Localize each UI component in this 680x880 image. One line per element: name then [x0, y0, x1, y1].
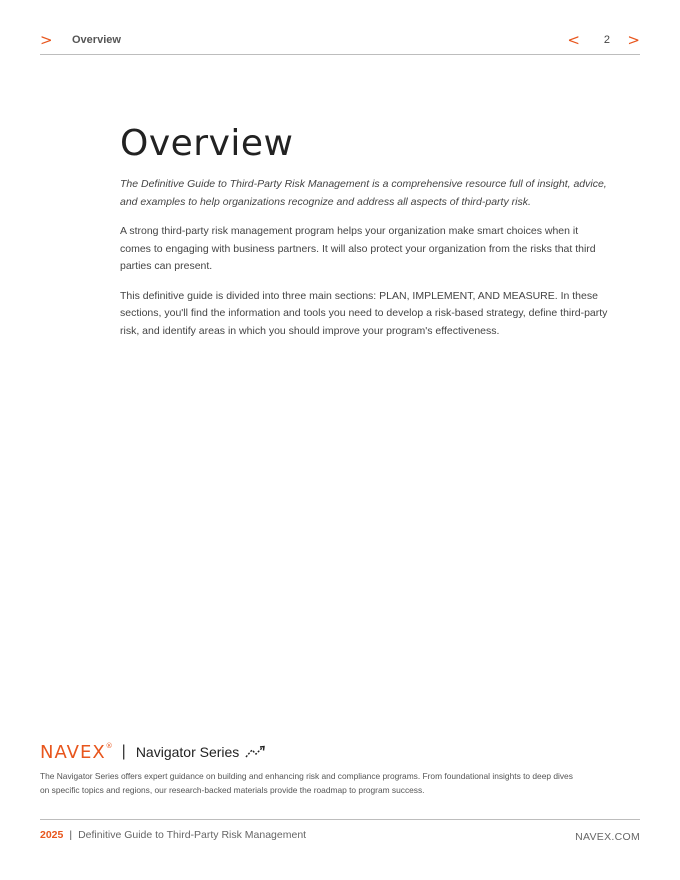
footer-document-info [40, 828, 306, 842]
section-label[interactable]: Overview [72, 34, 121, 46]
page-number: 2 [603, 34, 610, 46]
intro-paragraph: The Definitive Guide to Third-Party Risk Management is a comprehensive resource full of insight, advice, and examples to help organizations recognize and address all aspects of third-party risk. [120, 178, 607, 208]
series-description: The Navigator Series offers expert guidance on building and enhancing risk and compliance programs. From foundational insights to deep dives on specific topics and regions, our research-backed materials provide the roadmap to program success. [40, 771, 573, 795]
page-title: Overview [120, 123, 294, 164]
footer-separator: | [69, 829, 73, 841]
navex-logo: NAVEX® [40, 741, 114, 763]
series-name: Navigator Series [135, 744, 240, 760]
page-footer [40, 819, 640, 850]
footer-year: 2025 [40, 829, 64, 841]
navigator-series-brand [40, 740, 267, 764]
footer-document-title: Definitive Guide to Third-Party Risk Management [78, 829, 307, 841]
next-page-chevron-icon[interactable]: > [627, 31, 640, 49]
footer-website-link[interactable]: NAVEX.COM [575, 831, 640, 843]
navigator-route-icon [245, 745, 267, 759]
body-paragraph-1: A strong third-party risk management program helps your organization make smart choices when it comes to engaging with business partners. It will also protect your organization from the risks that third parties can present. [120, 225, 596, 272]
top-navigation-bar [40, 30, 640, 55]
body-paragraph-2: This definitive guide is divided into three main sections: PLAN, IMPLEMENT, AND MEASURE. In these sections, you'll find the information and tools you need to develop a risk-based strategy, define third-party risk, and identify areas in which you should improve your program's effectiveness. [120, 289, 608, 337]
home-chevron-icon[interactable]: > [40, 31, 53, 49]
main-content [120, 122, 610, 352]
previous-page-chevron-icon[interactable]: < [567, 31, 580, 49]
brand-divider: | [121, 743, 126, 760]
